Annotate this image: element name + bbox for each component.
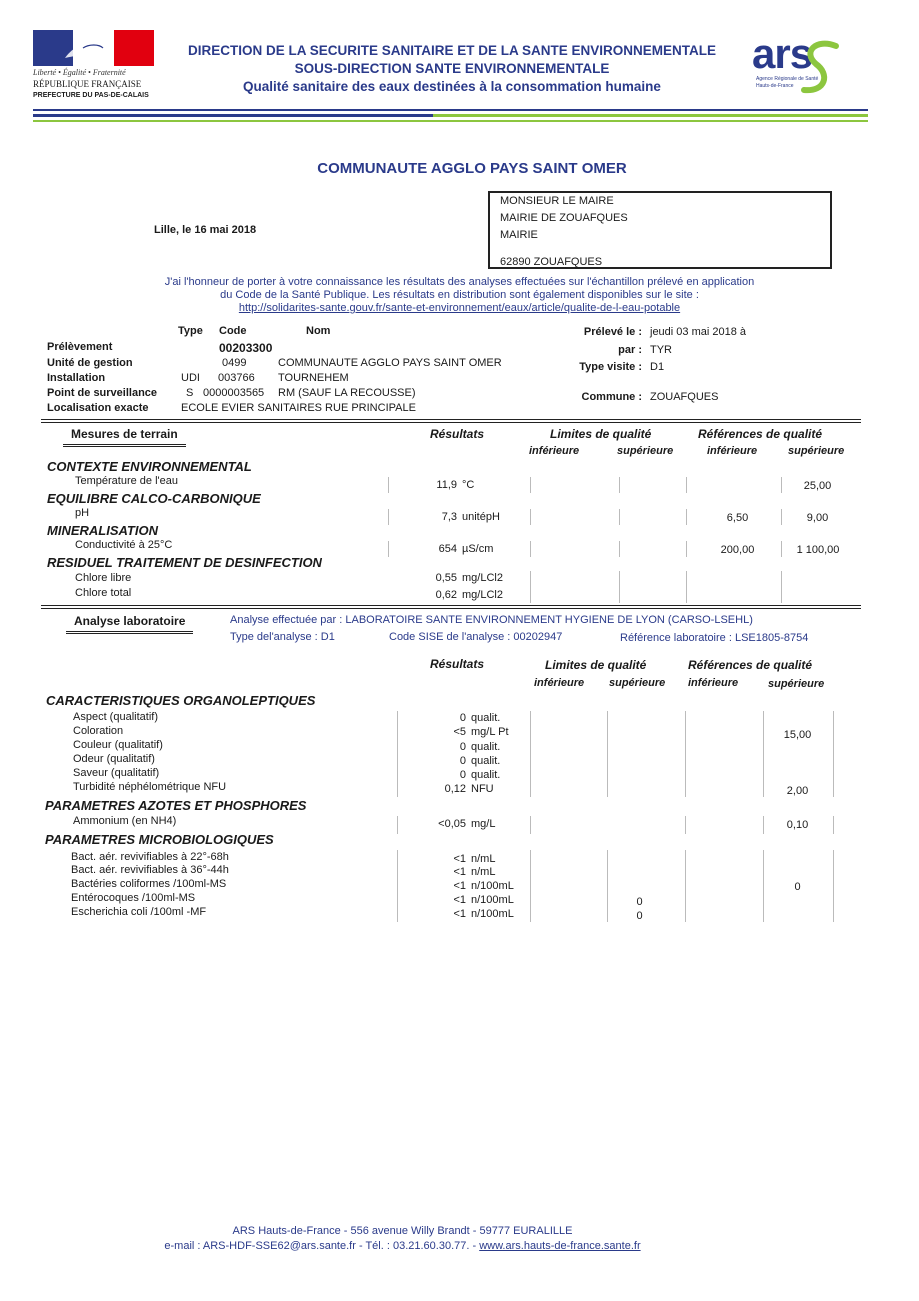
info-header-type: Type <box>178 325 203 337</box>
labo-heading <box>66 612 193 634</box>
param-value: <1 <box>453 894 466 906</box>
intro-link[interactable]: http://solidarites-sante.gouv.fr/sante-et-environnement/eaux/article/qualite-de-l-eau-potable <box>238 302 681 314</box>
param-unit: n/100mL <box>471 880 514 892</box>
intro-line-2: du Code de la Santé Publique. Les résultats en distribution sont également disponibles sur le site : <box>220 289 699 301</box>
marianne-profile-icon <box>55 34 125 64</box>
labo-type-analyse: Type del'analyse : D1 <box>230 631 335 643</box>
lim-sup: 0 <box>636 896 643 908</box>
labo-section-1: PARAMETRES AZOTES ET PHOSPHORES <box>45 798 307 813</box>
address-line-2: MAIRIE DE ZOUAFQUES <box>500 212 628 224</box>
labo-col-lim-sup: supérieure <box>609 677 666 689</box>
header-direction: DIRECTION DE LA SECURITE SANITAIRE ET DE LA SANTE ENVIRONNEMENTALE <box>187 43 717 58</box>
install-code: 003766 <box>218 372 255 384</box>
ref-sup: 0,10 <box>786 819 809 831</box>
footer-address: ARS Hauts-de-France - 556 avenue Willy Brandt - 59777 EURALILLE <box>232 1225 573 1237</box>
unite-nom: COMMUNAUTE AGGLO PAYS SAINT OMER <box>278 357 502 369</box>
loc-value: ECOLE EVIER SANITAIRES RUE PRINCIPALE <box>181 402 416 414</box>
param-name: Saveur (qualitatif) <box>73 767 160 779</box>
place-date: Lille, le 16 mai 2018 <box>154 224 257 236</box>
marianne-logo <box>33 30 154 66</box>
unite-label: Unité de gestion <box>47 357 133 369</box>
param-unit: qualit. <box>471 769 501 781</box>
loc-label: Localisation exacte <box>47 402 149 414</box>
header-qualite: Qualité sanitaire des eaux destinées à la consommation humaine <box>243 79 661 94</box>
ars-wordmark: ars <box>752 30 813 77</box>
marianne-motto: Liberté • Égalité • Fraternité <box>33 68 126 77</box>
param-value: <1 <box>453 880 466 892</box>
prelevement-label: Prélèvement <box>47 341 113 353</box>
preleve-le-label: Prélevé le : <box>583 326 642 338</box>
labo-col-resultats: Résultats <box>430 657 485 671</box>
point-type: S <box>186 387 194 399</box>
labo-heading-text: Analyse laboratoire <box>74 614 186 628</box>
commune-value: ZOUAFQUES <box>650 391 719 403</box>
param-value: <1 <box>453 866 466 878</box>
param-name: Entérocoques /100ml-MS <box>71 892 196 904</box>
ars-sub2: Hauts-de-France <box>756 83 794 89</box>
param-unit: mg/LCl2 <box>462 572 503 584</box>
param-value: <1 <box>453 853 466 865</box>
ref-sup: 0 <box>794 881 801 893</box>
param-name: Bact. aér. revivifiables à 22°-68h <box>71 851 229 863</box>
param-value: 0 <box>459 755 466 767</box>
param-name: Ammonium (en NH4) <box>73 815 177 827</box>
param-value: 654 <box>438 543 457 555</box>
prefecture-label: PREFECTURE DU PAS-DE-CALAIS <box>33 92 149 99</box>
param-unit: NFU <box>471 783 494 795</box>
terrain-heading <box>63 425 186 447</box>
param-name: Chlore total <box>75 587 132 599</box>
republique-francaise: RÉPUBLIQUE FRANÇAISE <box>33 79 142 89</box>
terrain-section-1: EQUILIBRE CALCO-CARBONIQUE <box>47 491 261 506</box>
point-label: Point de surveillance <box>47 387 158 399</box>
param-name: Escherichia coli /100ml -MF <box>71 906 207 918</box>
labo-col-limites: Limites de qualité <box>545 658 647 672</box>
ref-sup: 2,00 <box>786 785 809 797</box>
param-unit: n/mL <box>471 866 496 878</box>
par-label: par : <box>618 344 642 356</box>
point-code: 0000003565 <box>203 387 265 399</box>
preleve-le-value: jeudi 03 mai 2018 à <box>650 326 747 338</box>
param-name: Couleur (qualitatif) <box>73 739 163 751</box>
param-unit: mg/L <box>471 818 496 830</box>
param-value: 0,55 <box>435 572 457 584</box>
param-unit: qualit. <box>471 741 501 753</box>
install-label: Installation <box>47 372 106 384</box>
terrain-col-lim-inf: inférieure <box>529 445 580 457</box>
labo-effectuee: Analyse effectuée par : LABORATOIRE SANTE ENVIRONNEMENT HYGIENE DE LYON (CARSO-LSEHL) <box>230 614 753 626</box>
param-unit: °C <box>462 479 475 491</box>
terrain-heading-text: Mesures de terrain <box>71 427 178 441</box>
param-unit: qualit. <box>471 712 501 724</box>
terrain-col-references: Références de qualité <box>698 427 823 441</box>
terrain-section-0: CONTEXTE ENVIRONNEMENTAL <box>47 459 252 474</box>
param-name: Chlore libre <box>75 572 132 584</box>
unite-code: 0499 <box>222 357 247 369</box>
param-unit: qualit. <box>471 755 501 767</box>
terrain-col-limites: Limites de qualité <box>550 427 652 441</box>
ars-sub1: Agence Régionale de Santé <box>756 76 819 82</box>
lim-sup: 0 <box>636 910 643 922</box>
install-nom: TOURNEHEM <box>278 372 349 384</box>
param-name: Température de l'eau <box>75 475 178 487</box>
labo-col-ref-sup: supérieure <box>768 678 825 690</box>
param-name: Bactéries coliformes /100ml-MS <box>71 878 227 890</box>
param-value: 7,3 <box>441 511 457 523</box>
labo-section-2: PARAMETRES MICROBIOLOGIQUES <box>45 832 274 847</box>
param-name: pH <box>75 507 90 519</box>
param-value: 0,62 <box>435 589 457 601</box>
param-value: 0 <box>459 712 466 724</box>
type-visite-value: D1 <box>650 361 665 373</box>
point-nom: RM (SAUF LA RECOUSSE) <box>278 387 416 399</box>
address-line-3: MAIRIE <box>500 229 538 241</box>
param-name: Bact. aér. revivifiables à 36°-44h <box>71 864 229 876</box>
param-value: 11,9 <box>436 479 457 491</box>
install-type: UDI <box>181 372 200 384</box>
param-unit: µS/cm <box>462 543 494 555</box>
param-value: <1 <box>453 908 466 920</box>
ref-inf: 200,00 <box>720 544 755 556</box>
intro-line-1: J'ai l'honneur de porter à votre connaissance les résultats des analyses effectuées sur l'échantillon prélevé en application <box>164 276 755 288</box>
par-value: TYR <box>650 344 672 356</box>
param-value: 0 <box>459 741 466 753</box>
param-value: 0 <box>459 769 466 781</box>
footer-website-link[interactable]: www.ars.hauts-de-france.sante.fr <box>479 1240 641 1252</box>
ref-sup: 25,00 <box>803 480 832 492</box>
address-line-4: 62890 ZOUAFQUES <box>500 256 603 268</box>
info-header-nom: Nom <box>306 325 331 337</box>
terrain-col-ref-inf: inférieure <box>707 445 758 457</box>
address-line-1: MONSIEUR LE MAIRE <box>500 195 614 207</box>
header-sous-direction: SOUS-DIRECTION SANTE ENVIRONNEMENTALE <box>294 61 610 76</box>
terrain-section-3: RESIDUEL TRAITEMENT DE DESINFECTION <box>47 555 322 570</box>
param-name: Coloration <box>73 725 124 737</box>
page-title: COMMUNAUTE AGGLO PAYS SAINT OMER <box>317 160 627 177</box>
param-unit: n/100mL <box>471 894 514 906</box>
labo-col-ref-inf: inférieure <box>688 677 739 689</box>
param-name: Aspect (qualitatif) <box>73 711 158 723</box>
param-unit: unitépH <box>462 511 500 523</box>
terrain-col-ref-sup: supérieure <box>788 445 845 457</box>
param-value: 0,12 <box>444 783 466 795</box>
labo-ref-labo: Référence laboratoire : LSE1805-8754 <box>620 632 809 644</box>
labo-col-lim-inf: inférieure <box>534 677 585 689</box>
ref-sup: 9,00 <box>806 512 829 524</box>
ref-inf: 6,50 <box>726 512 749 524</box>
footer-contact-text: e-mail : ARS-HDF-SSE62@ars.sante.fr - Tél. : 03.21.60.30.77. - <box>164 1240 480 1252</box>
param-value: <0,05 <box>438 818 466 830</box>
labo-col-references: Références de qualité <box>688 658 813 672</box>
info-header-code: Code <box>219 325 247 337</box>
param-value: <5 <box>453 726 466 738</box>
param-name: Odeur (qualitatif) <box>73 753 155 765</box>
prelevement-code: 00203300 <box>219 341 273 355</box>
ars-swoosh-icon <box>796 38 846 98</box>
terrain-section-2: MINERALISATION <box>47 523 158 538</box>
address-box <box>488 191 832 269</box>
param-name: Conductivité à 25°C <box>75 539 173 551</box>
param-name: Turbidité néphélométrique NFU <box>73 781 227 793</box>
param-unit: n/mL <box>471 853 496 865</box>
param-unit: mg/L Pt <box>471 726 509 738</box>
footer-contact <box>0 1240 805 1252</box>
ref-sup: 1 100,00 <box>796 544 840 556</box>
ref-sup: 15,00 <box>783 729 812 741</box>
labo-code-sise: Code SISE de l'analyse : 00202947 <box>389 631 563 643</box>
param-unit: mg/LCl2 <box>462 589 503 601</box>
param-unit: n/100mL <box>471 908 514 920</box>
terrain-col-resultats: Résultats <box>430 427 485 441</box>
terrain-col-lim-sup: supérieure <box>617 445 674 457</box>
commune-label: Commune : <box>581 391 642 403</box>
type-visite-label: Type visite : <box>579 361 642 373</box>
labo-section-0: CARACTERISTIQUES ORGANOLEPTIQUES <box>46 693 316 708</box>
ars-logo <box>752 30 847 100</box>
